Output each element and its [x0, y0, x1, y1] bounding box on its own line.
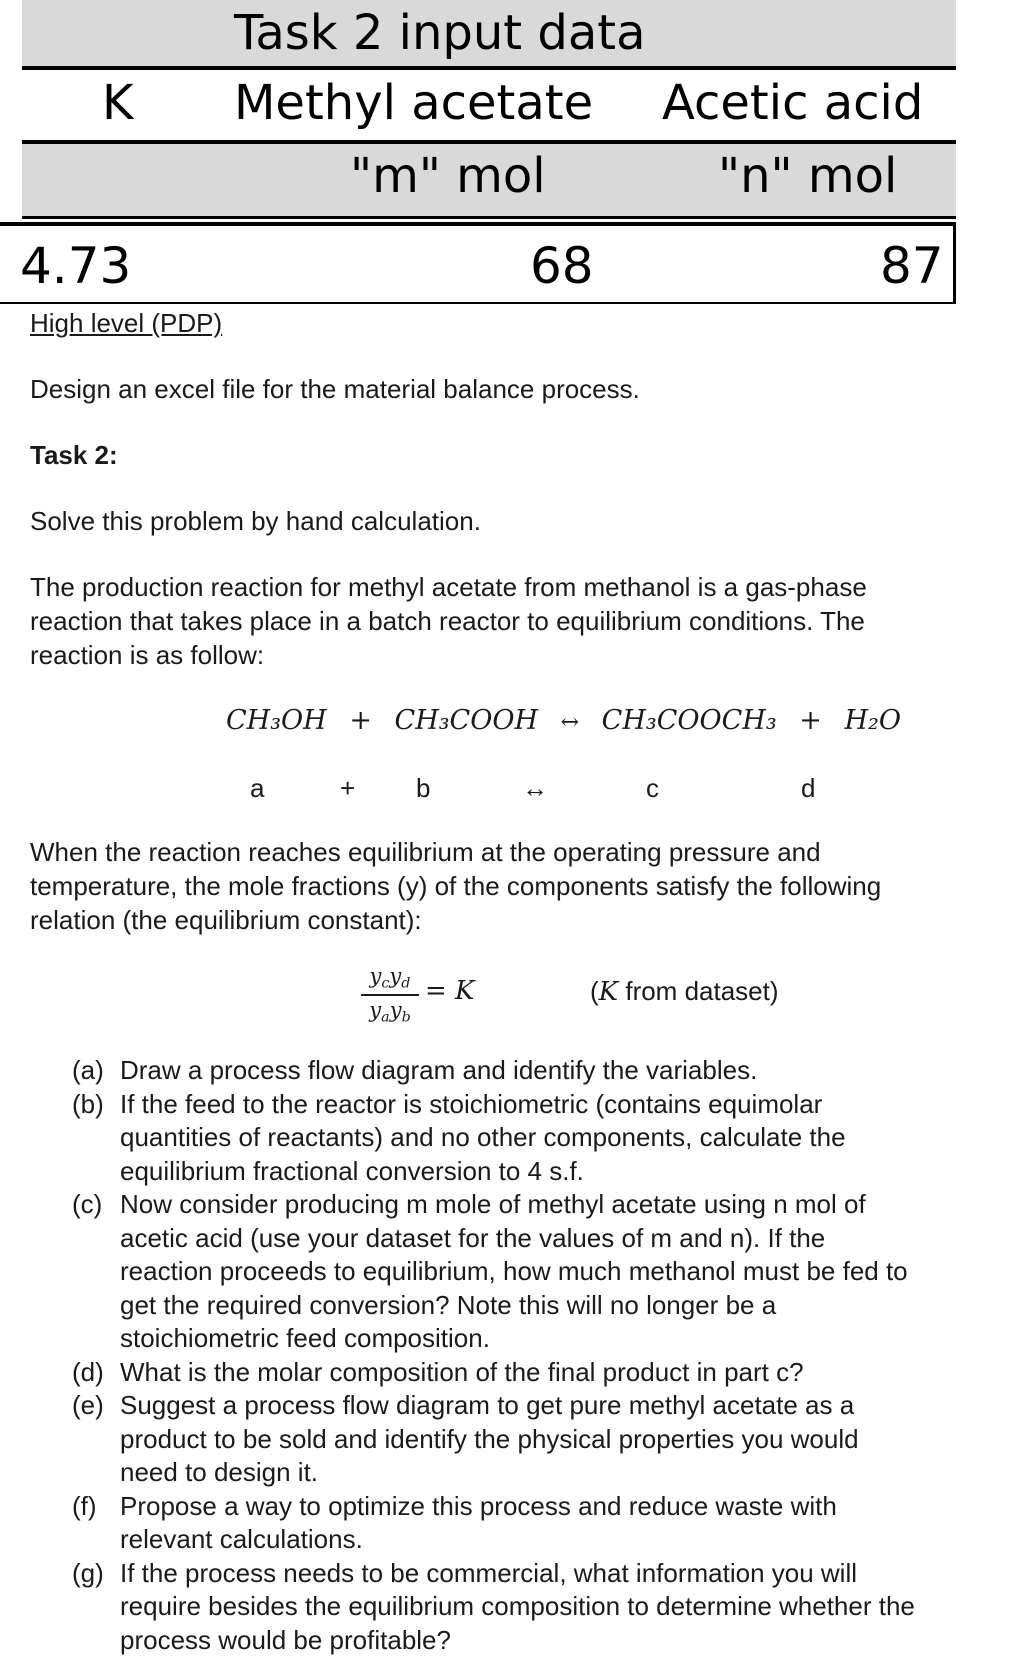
k-symbol: K [598, 977, 619, 1007]
label-c: c [646, 773, 659, 803]
question-marker: (g) [72, 1557, 104, 1588]
acetic-acid-formula: CH₃COOH [394, 705, 539, 736]
description-line: reaction that takes place in a batch reactor to equilibrium conditions. The [30, 606, 865, 636]
question-line: What is the molar composition of the final product in part c? [120, 1356, 804, 1387]
question-line: Suggest a process flow diagram to get pure methyl acetate as a [120, 1390, 855, 1420]
question-marker: (d) [72, 1356, 104, 1387]
water-formula: H₂O [844, 705, 901, 736]
question-line: product to be sold and identify the physical properties you would [120, 1423, 859, 1454]
equilibrium-line: temperature, the mole fractions (y) of the components satisfy the following [30, 871, 882, 901]
plus-sign: + [349, 705, 372, 736]
question-line: require besides the equilibrium composition to determine whether the [120, 1591, 915, 1621]
equilibrium-arrow: ↔ [560, 710, 580, 735]
question-marker: (a) [72, 1055, 104, 1085]
value-k: 4.73 [20, 237, 132, 295]
question-item [72, 1356, 1012, 1390]
header-acetic-acid: Acetic acid [662, 75, 924, 131]
description-line: reaction is as follow: [30, 640, 265, 670]
question-line: process would be profitable? [120, 1624, 451, 1655]
question-line: If the feed to the reactor is stoichiometric (contains equimolar [120, 1088, 823, 1119]
question-item [72, 1389, 1012, 1490]
methanol-formula: CH₃OH [226, 705, 327, 736]
value-row-bottom-border [0, 302, 956, 304]
methyl-acetate-formula: CH₃COOCH₃ [601, 705, 777, 736]
question-line: Draw a process flow diagram and identify the variables. [120, 1055, 758, 1085]
value-m: 68 [530, 237, 594, 295]
question-line: Propose a way to optimize this process and reduce waste with [120, 1490, 837, 1521]
equilibrium-paragraph [30, 835, 881, 937]
question-line: If the process needs to be commercial, what information you will [120, 1557, 858, 1588]
question-marker: (c) [72, 1189, 103, 1219]
level-link[interactable]: High level (PDP) [30, 308, 223, 338]
plus-sign: + [799, 705, 822, 736]
table-rule [22, 216, 956, 219]
question-item [72, 1188, 1012, 1356]
label-plus: + [340, 773, 356, 803]
header-methyl-acetate: Methyl acetate [234, 75, 594, 131]
question-line: need to design it. [120, 1457, 319, 1487]
question-item [72, 1054, 1012, 1088]
table-rule [22, 66, 956, 70]
label-arrow: ↔ [522, 773, 548, 803]
value-row-right-border [953, 222, 956, 304]
question-line: stoichiometric feed composition. [120, 1323, 490, 1353]
value-n: 87 [880, 237, 944, 295]
question-marker: (b) [72, 1088, 104, 1119]
label-a: a [250, 773, 265, 803]
fraction-numerator: $y_cy_d$ [369, 964, 411, 992]
question-line: quantities of reactants) and no other components, calculate the [120, 1122, 846, 1152]
header-k: K [102, 75, 134, 131]
equilibrium-line: When the reaction reaches equilibrium at the operating pressure and [30, 837, 821, 867]
description-paragraph [30, 570, 867, 672]
question-item [72, 1557, 1012, 1658]
value-row-top-border [0, 222, 956, 226]
solve-instruction: Solve this problem by hand calculation. [30, 506, 481, 536]
question-item [72, 1490, 1012, 1557]
question-marker: (e) [72, 1390, 104, 1420]
question-line: relevant calculations. [120, 1524, 363, 1554]
label-b: b [416, 773, 431, 803]
intro-text: Design an excel file for the material balance process. [30, 374, 640, 404]
question-line: acetic acid (use your dataset for the values of m and n). If the [120, 1222, 826, 1253]
description-line: The production reaction for methyl acetate from methanol is a gas-phase [30, 572, 867, 602]
unit-n: "n" mol [718, 148, 898, 204]
question-line: get the required conversion? Note this will no longer be a [120, 1289, 777, 1320]
unit-m: "m" mol [350, 148, 546, 204]
question-line: Now consider producing m mole of methyl acetate using n mol of [120, 1189, 866, 1219]
equals-k: = K [425, 976, 475, 1006]
equilibrium-line: relation (the equilibrium constant): [30, 905, 422, 935]
question-item [72, 1088, 1012, 1189]
question-line: reaction proceeds to equilibrium, how much methanol must be fed to [120, 1256, 908, 1286]
task-heading: Task 2: [30, 440, 118, 470]
question-line: equilibrium fractional conversion to 4 s.f. [120, 1155, 584, 1186]
reaction-equation [226, 707, 901, 734]
label-d: d [801, 773, 816, 803]
fraction-denominator: $y_ay_b$ [369, 998, 411, 1026]
question-marker: (f) [72, 1490, 97, 1521]
k-source-text: from dataset [625, 976, 770, 1006]
questions-list [72, 1054, 1012, 1657]
k-source-note: (K from dataset) [590, 976, 779, 1007]
table-title: Task 2 input data [234, 5, 646, 61]
fraction-bar [361, 994, 419, 996]
